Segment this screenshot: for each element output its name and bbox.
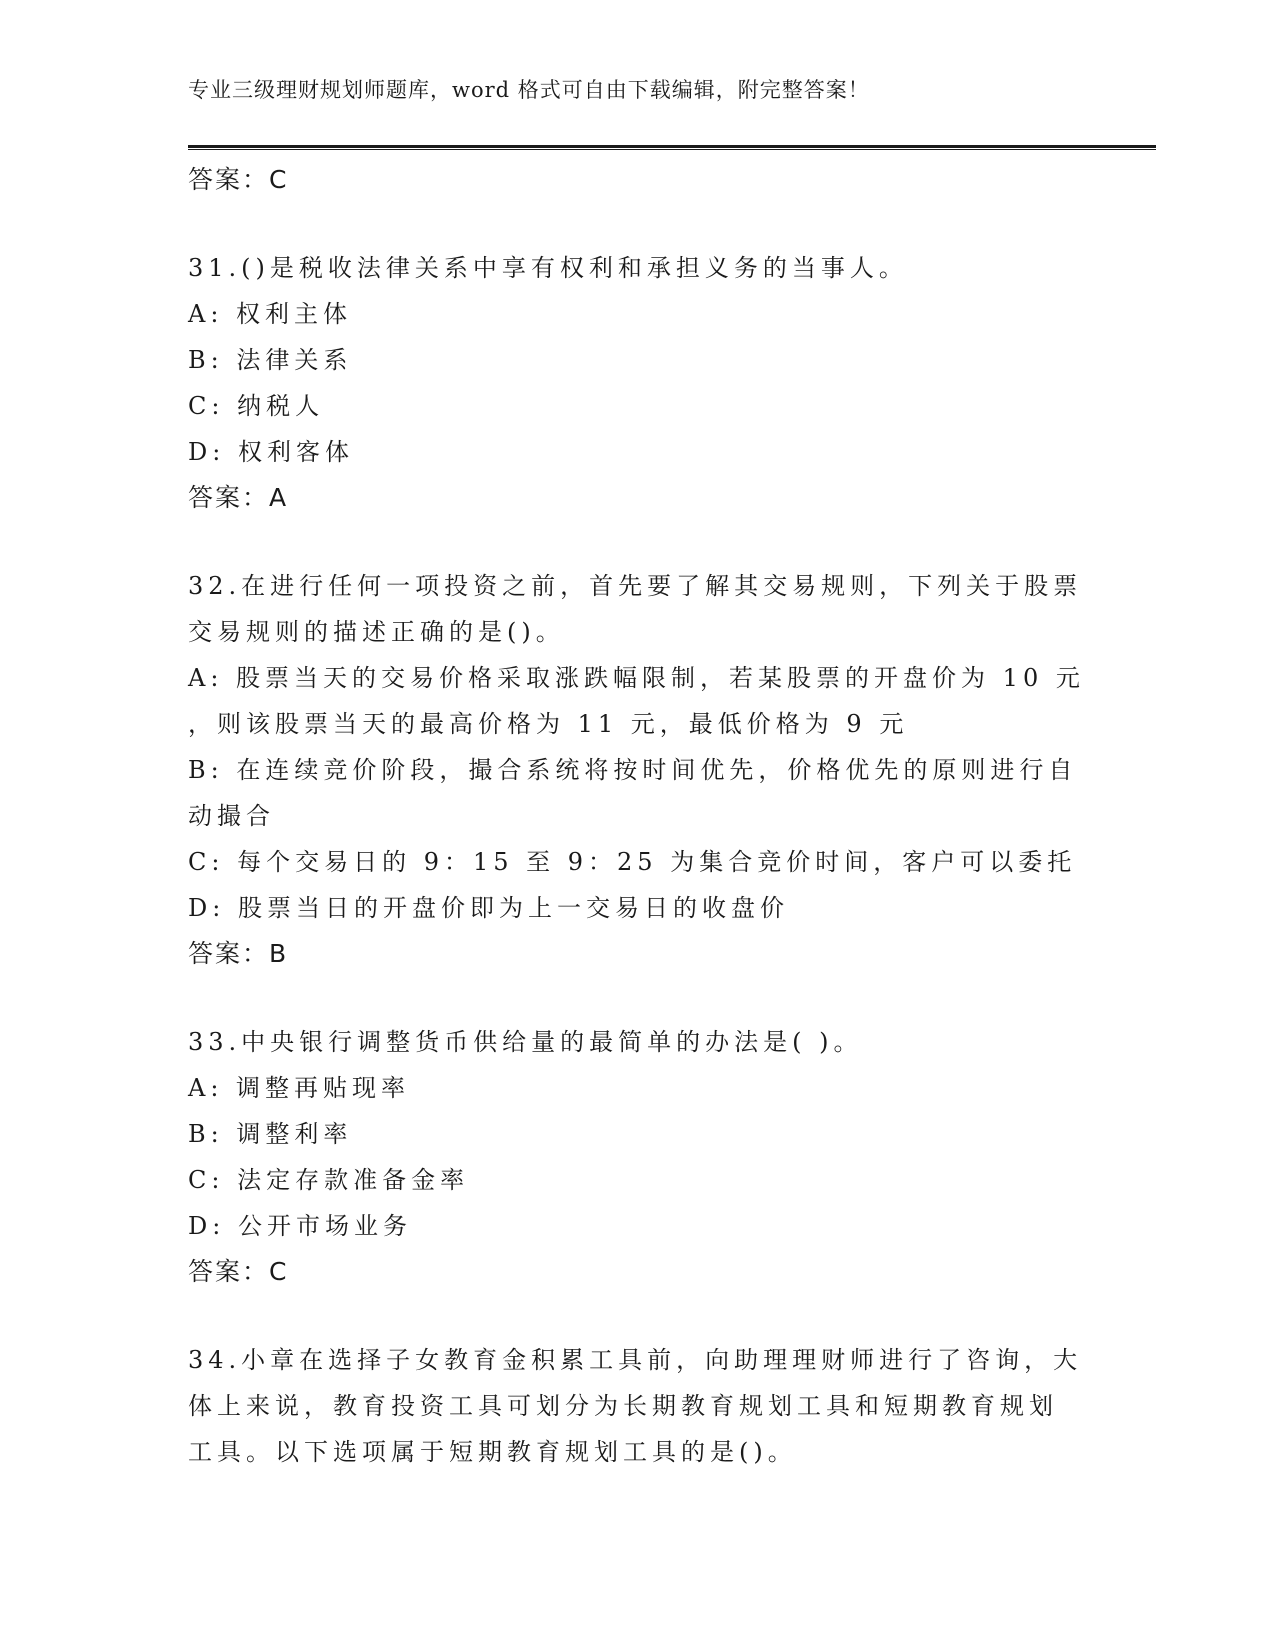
question-34 <box>188 1337 1088 1475</box>
option-b: B: 在连续竞价阶段，撮合系统将按时间优先，价格优先的原则进行自 <box>188 756 1078 784</box>
question-32 <box>188 563 1088 977</box>
question-gap <box>188 203 1088 245</box>
option-a-continued: ，则该股票当天的最高价格为 11 元，最低价格为 9 元 <box>188 710 909 738</box>
question-stem: 体上来说，教育投资工具可划分为长期教育规划工具和短期教育规划 <box>188 1392 1058 1420</box>
option-c: C: 法定存款准备金率 <box>188 1166 470 1194</box>
answer-line: 答案：C <box>188 1257 289 1286</box>
option-a: A: 调整再贴现率 <box>188 1074 411 1102</box>
option-a: A: 股票当天的交易价格采取涨跌幅限制，若某股票的开盘价为 10 元 <box>188 664 1085 692</box>
option-c: C: 纳税人 <box>188 392 325 420</box>
question-stem: 33.中央银行调整货币供给量的最简单的办法是( )。 <box>188 1028 863 1056</box>
option-d: D: 股票当日的开盘价即为上一交易日的收盘价 <box>188 894 789 922</box>
question-gap <box>188 521 1088 563</box>
answer-line: 答案：A <box>188 483 289 512</box>
question-stem: 工具。以下选项属于短期教育规划工具的是()。 <box>188 1438 797 1466</box>
option-d: D: 权利客体 <box>188 438 354 466</box>
header-divider <box>188 145 1156 150</box>
question-gap <box>188 977 1088 1019</box>
question-stem: 交易规则的描述正确的是()。 <box>188 618 565 646</box>
option-a: A: 权利主体 <box>188 300 353 328</box>
answer-line: 答案：B <box>188 939 289 968</box>
question-stem: 34.小章在选择子女教育金积累工具前，向助理理财师进行了咨询，大 <box>188 1346 1083 1374</box>
option-b-continued: 动撮合 <box>188 802 275 830</box>
option-d: D: 公开市场业务 <box>188 1212 412 1240</box>
option-c: C: 每个交易日的 9：15 至 9：25 为集合竞价时间，客户可以委托 <box>188 848 1077 876</box>
answer-line: 答案：C <box>188 165 289 194</box>
option-b: B: 法律关系 <box>188 346 353 374</box>
question-33 <box>188 1019 1088 1295</box>
question-31 <box>188 245 1088 521</box>
document-body <box>188 157 1088 1475</box>
option-b: B: 调整利率 <box>188 1120 353 1148</box>
page-header: 专业三级理财规划师题库，word 格式可自由下载编辑，附完整答案！ <box>188 78 870 102</box>
question-stem: 32.在进行任何一项投资之前，首先要了解其交易规则，下列关于股票 <box>188 572 1083 600</box>
question-gap <box>188 1295 1088 1337</box>
question-stem: 31.()是税收法律关系中享有权利和承担义务的当事人。 <box>188 254 908 282</box>
